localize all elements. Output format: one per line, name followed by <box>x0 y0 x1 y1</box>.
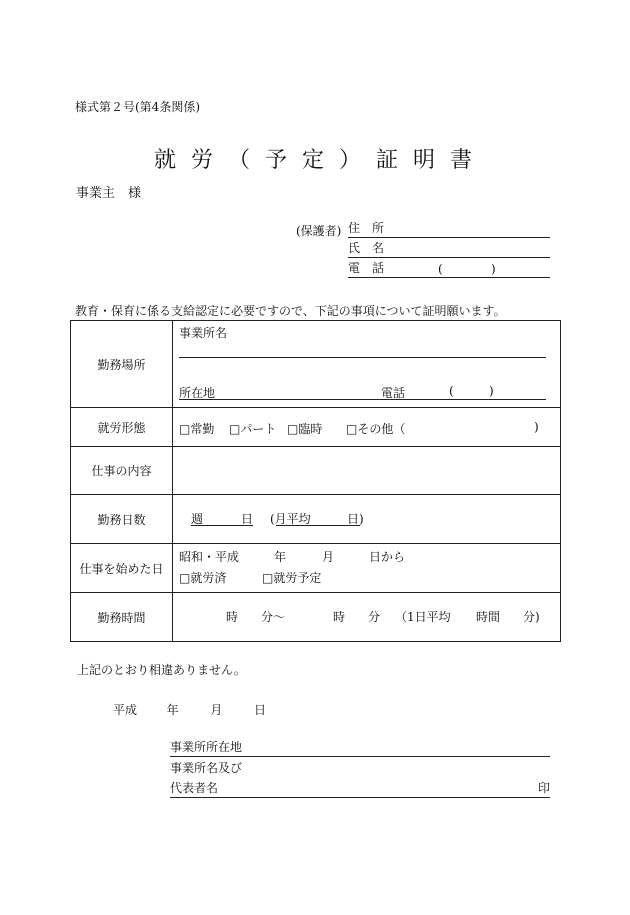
date-line <box>113 701 266 718</box>
start-date-label: 仕事を始めた日 <box>71 544 173 593</box>
certificate-table <box>70 320 561 642</box>
week-label: 週 <box>191 512 204 526</box>
company-name-line[interactable] <box>179 357 546 358</box>
job-content-cell[interactable] <box>173 447 561 495</box>
seal-mark: 印 <box>537 781 550 795</box>
work-days-label: 勤務日数 <box>71 495 173 544</box>
location-label: 所在地 <box>179 386 216 400</box>
date-year: 年 <box>166 703 179 717</box>
company-name-label: 事業所名 <box>179 326 228 340</box>
date-month: 月 <box>210 703 223 717</box>
workplace-label: 勤務場所 <box>71 321 173 408</box>
request-text: 教育・保育に係る支給認定に必要ですので、下記の事項について証明願います。 <box>75 304 506 318</box>
guardian-phone-paren-close: ) <box>491 262 496 276</box>
start-date-cell <box>173 544 561 593</box>
job-content-label: 仕事の内容 <box>71 447 173 495</box>
employment-option-other[interactable]: □その他（ <box>346 422 406 436</box>
guardian-name-field[interactable] <box>348 239 550 258</box>
monthly-avg-label: (月平均 <box>270 512 311 526</box>
row-job-content <box>71 447 561 495</box>
signature-name-field[interactable] <box>170 761 550 777</box>
row-work-hours <box>71 593 561 642</box>
minutes-start: 分～ <box>261 610 286 624</box>
row-workplace <box>71 321 561 408</box>
hours-end: 時 <box>333 610 346 624</box>
work-hours-cell <box>173 593 561 642</box>
workplace-phone-label: 電話 <box>381 386 406 400</box>
daily-avg-hours: 時間 <box>476 610 501 624</box>
date-era: 平成 <box>113 703 138 717</box>
guardian-address-field[interactable] <box>348 219 550 238</box>
signature-location-field[interactable] <box>170 740 550 757</box>
form-number: 様式第２号(第4条関係) <box>75 100 200 114</box>
work-hours-label: 勤務時間 <box>71 593 173 642</box>
signature-name-label: 事業所名及び <box>170 761 243 775</box>
start-from-day: 日から <box>369 550 406 564</box>
signature-rep-label: 代表者名 <box>170 781 219 795</box>
workplace-cell <box>173 321 561 408</box>
confirm-text: 上記のとおり相違ありません。 <box>77 663 246 677</box>
start-year: 年 <box>274 550 287 564</box>
signature-location-label: 事業所所在地 <box>170 740 243 754</box>
addressee: 事業主 様 <box>76 186 142 201</box>
start-option-planned[interactable]: □就労予定 <box>262 571 322 585</box>
row-work-days <box>71 495 561 544</box>
monthly-day-close: 日) <box>347 512 364 526</box>
row-employment-type <box>71 408 561 447</box>
start-era: 昭和・平成 <box>179 550 240 564</box>
guardian-name-label: 氏 名 <box>348 241 385 255</box>
employment-type-cell <box>173 408 561 447</box>
workplace-phone-paren-open: ( <box>449 384 454 398</box>
week-day-label: 日 <box>241 512 254 526</box>
guardian-phone-paren-open: ( <box>438 262 443 276</box>
employment-other-close-paren: ) <box>534 420 539 434</box>
daily-avg-minutes: 分) <box>523 610 540 624</box>
employment-option-parttime[interactable]: □パート <box>229 422 277 436</box>
minutes-end: 分 <box>368 610 381 624</box>
employment-type-label: 就労形態 <box>71 408 173 447</box>
guardian-address-label: 住 所 <box>348 221 385 235</box>
date-day: 日 <box>254 703 267 717</box>
start-option-done[interactable]: □就労済 <box>179 571 227 585</box>
row-start-date <box>71 544 561 593</box>
guardian-phone-label: 電 話 <box>348 261 385 275</box>
daily-avg-label: （1日平均 <box>395 610 451 624</box>
signature-rep-field[interactable] <box>170 781 550 798</box>
start-month: 月 <box>322 550 335 564</box>
employment-option-temporary[interactable]: □臨時 <box>287 422 323 436</box>
location-line[interactable] <box>179 399 546 400</box>
work-days-cell <box>173 495 561 544</box>
document-title: 就 労 （ 予 定 ） 証 明 書 <box>154 148 476 173</box>
guardian-phone-field[interactable] <box>348 259 550 278</box>
hours-start: 時 <box>226 610 239 624</box>
workplace-phone-paren-close: ) <box>489 384 494 398</box>
guardian-label: (保護者) <box>296 224 342 238</box>
employment-option-fulltime[interactable]: □常勤 <box>179 422 215 436</box>
